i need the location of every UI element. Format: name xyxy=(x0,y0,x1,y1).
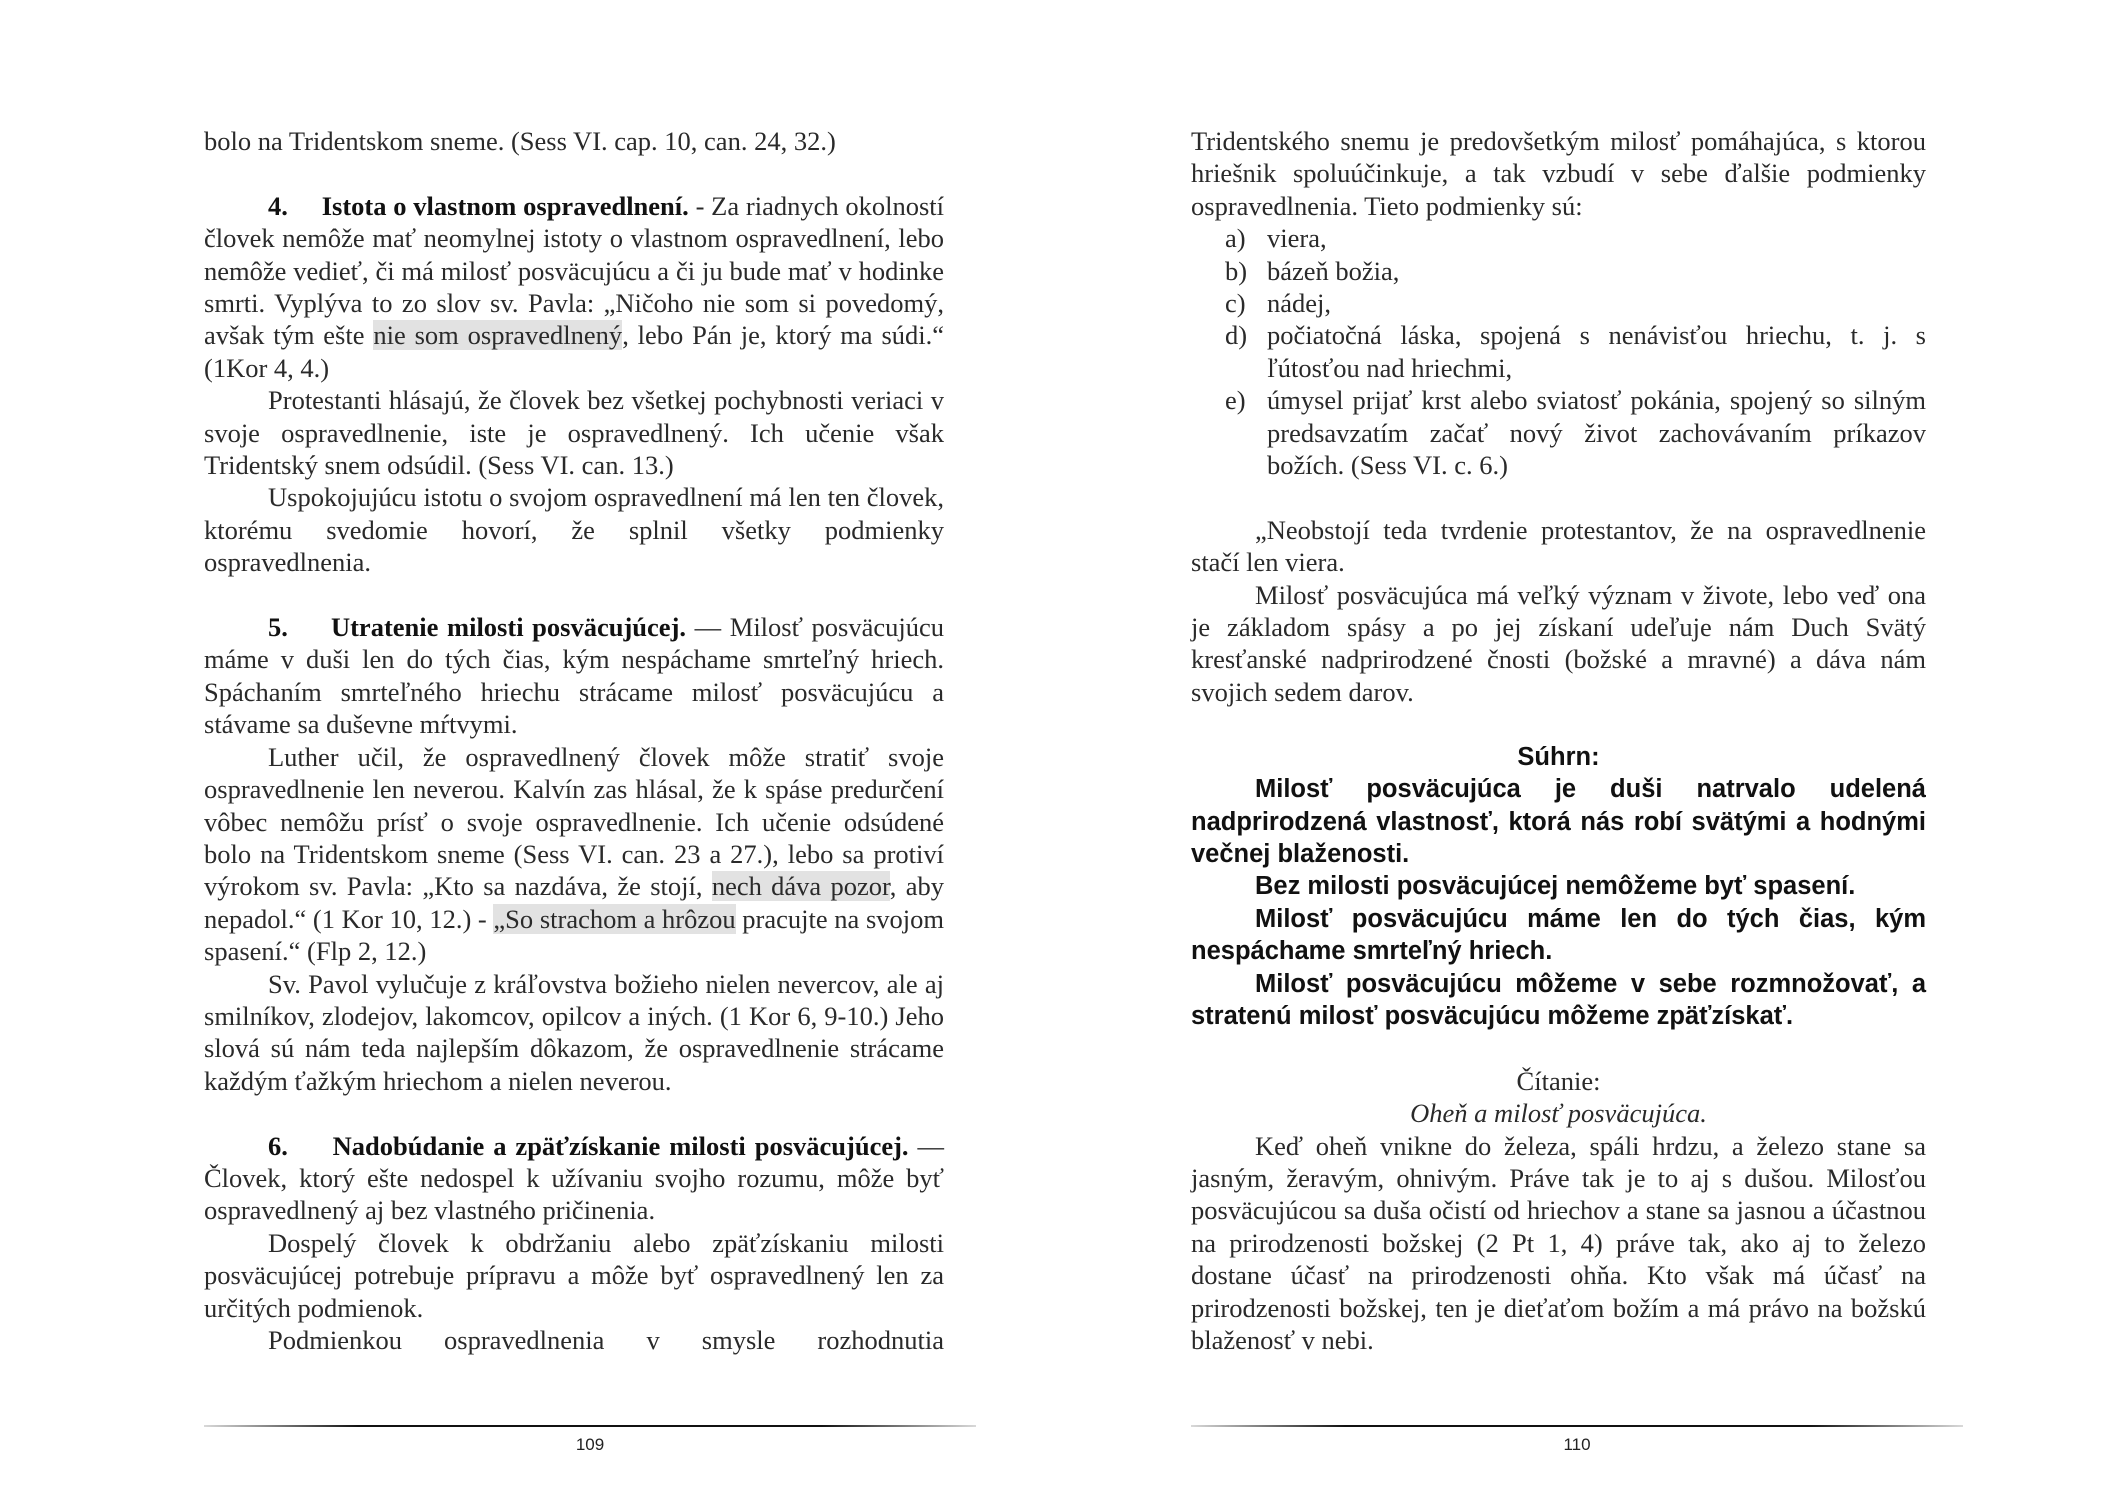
reading-text: Keď oheň vnikne do železa, spáli hrdzu, a železo stane sa jasným, žeravým, ohnivým. Práve tak je to aj s dušou. Milosťou posväcujúcou sa duša očistí od hriechov a stane sa jasnou a účastnou na prirodzenosti božskej (2 Pt 1, 4) práve tak, ako aj to železo dostane účasť na prirodzenosti ohňa. Kto však má účasť na prirodzenosti božskej, ten je dieťaťom božím a má právo na božskú blaženosť v nebi. xyxy=(1191,1130,1926,1355)
page-number: 110 xyxy=(1563,1435,1591,1454)
section-title: 6. Nadobúdanie a zpäťzískanie milosti posväcujúcej. xyxy=(268,1130,909,1161)
highlight: „So strachom a hrôzou xyxy=(493,903,736,934)
paragraph: Podmienkou ospravedlnenia v smysle rozhodnutia xyxy=(268,1324,944,1355)
section-5: 5. Utratenie milosti posväcujúcej. — Milosť posväcujúcu máme v duši len do tých čias, kým nespáchame smrteľný hriech. Spáchaním smrteľného hriechu strácame milosť posväcujúcu a stávame sa duševne mŕtvymi. xyxy=(204,612,945,740)
summary-item: Milosť posväcujúcu máme len do tých čias, kým nespáchame smrteľný hriech. xyxy=(1191,904,1926,966)
section-title: 5. Utratenie milosti posväcujúcej. xyxy=(268,612,687,643)
list-item: c) nádej, xyxy=(1225,288,1332,319)
paragraph: Luther učil, že ospravedlnený človek môže stratiť svoje ospravedlnenie len neverou. Kalvín zas hlásal, že k spáse predurčení vôbec nemôžu prísť o svoje ospravedlnenie. Ich učenie odsúdené bolo na Tridentskom sneme (Sess VI. can. 23 a 27.), lebo sa protiví výrokom sv. Pavla: „Kto sa nazdáva, že stojí, nech dáva pozor, aby nepadol.“ (1 Kor 10, 12.) - „So strachom a hrôzou pracujte na svojom spasení.“ (Flp 2, 12.) xyxy=(204,741,945,967)
page-number: 109 xyxy=(575,1435,605,1454)
reading-title: Čítanie: xyxy=(1516,1065,1601,1096)
section-title: 4. Istota o vlastnom ospravedlnení. xyxy=(268,190,689,221)
summary-item: Bez milosti posväcujúcej nemôžeme byť spasení. xyxy=(1255,872,1856,901)
list-item: e) úmysel prijať krst alebo sviatosť pokánia, spojený so silným predsavzatím začať nový život zachovávaním príkazov božích. (Sess VI. c. 6.) xyxy=(1225,385,1926,481)
list-item: a) viera, xyxy=(1225,223,1327,254)
highlight: nie som ospravedlnený xyxy=(373,320,623,351)
reading-subtitle: Oheň a milosť posväcujúca. xyxy=(1410,1098,1707,1129)
summary-title: Súhrn: xyxy=(1517,742,1600,771)
conditions-list xyxy=(1191,222,1926,481)
list-item: d) počiatočná láska, spojená s nenávisťou hriechu, t. j. s ľútosťou nad hriechmi, xyxy=(1225,320,1926,383)
section-6: 6. Nadobúdanie a zpäťzískanie milosti posväcujúcej. — Človek, ktorý ešte nedospel k užívaniu svojho rozumu, môže byť ospravedlnený aj bez vlastného pričinenia. xyxy=(204,1130,945,1226)
highlight: nech dáva pozor xyxy=(711,871,890,902)
paragraph: Tridentského snemu je predovšetkým milosť pomáhajúca, s ktorou hriešnik spoluúčinkuje, a tak vzbudí v sebe ďalšie podmienky ospravedlnenia. Tieto podmienky sú: xyxy=(1191,126,1926,221)
summary-item: Milosť posväcujúca je duši natrvalo udelená nadprirodzená vlastnosť, ktorá nás robí svätými a hodnými večnej blaženosti. xyxy=(1191,775,1926,868)
paragraph: „Neobstojí teda tvrdenie protestantov, že na ospravedlnenie stačí len viera. xyxy=(1191,514,1926,578)
summary-item: Milosť posväcujúcu môžeme v sebe rozmnožovať, a stratenú milosť posväcujúcu môžeme zpäťzískať. xyxy=(1191,969,1926,1030)
paragraph: Uspokojujúcu istotu o svojom ospravedlnení má len ten človek, ktorému svedomie hovorí, že splnil všetky podmienky ospravedlnenia. xyxy=(204,482,944,578)
right-page xyxy=(1061,0,2122,1500)
paragraph: Protestanti hlásajú, že človek bez všetkej pochybnosti veriaci v svoje ospravedlnenie, iste je ospravedlnený. Ich učenie však Tridentský snem odsúdil. (Sess VI. can. 13.) xyxy=(204,385,944,481)
paragraph: bolo na Tridentskom sneme. (Sess VI. cap. 10, can. 24, 32.) xyxy=(204,126,836,156)
right-page-text xyxy=(1191,125,1926,1356)
paragraph: Sv. Pavol vylučuje z kráľovstva božieho nielen nevercov, ale aj smilníkov, zlodejov, lakomcov, opilcov a iných. (1 Kor 6, 9-10.) Jeho slová sú nám teda najlepším dôkazom, že ospravedlnenie strácame každým ťažkým hriechom a nielen neverou. xyxy=(204,968,944,1096)
paragraph: Milosť posväcujúca má veľký význam v živote, lebo veď ona je základom spásy a po jej získaní udeľuje nám Duch Svätý kresťanské nadprirodzené čnosti (božské a mravné) a dáva nám svojich sedem darov. xyxy=(1191,579,1926,707)
section-4: 4. Istota o vlastnom ospravedlnení. - Za riadnych okolností človek nemôže mať neomylnej istoty o vlastnom ospravedlnení, lebo nemôže vedieť, či má milosť posväcujúcu a či ju bude mať v hodinke smrti. Vyplýva to zo slov sv. Pavla: „Ničoho nie som si povedomý, avšak tým ešte nie som ospravedlnený, lebo Pán je, ktorý ma súdi.“ (1Kor 4, 4.) xyxy=(204,190,945,383)
list-item: b) bázeň božia, xyxy=(1225,255,1400,286)
left-page-text xyxy=(204,125,944,1356)
paragraph: Dospelý človek k obdržaniu alebo zpäťzískaniu milosti posväcujúcej potrebuje prípravu a môže byť ospravedlnený len za určitých podmienok. xyxy=(204,1227,944,1323)
